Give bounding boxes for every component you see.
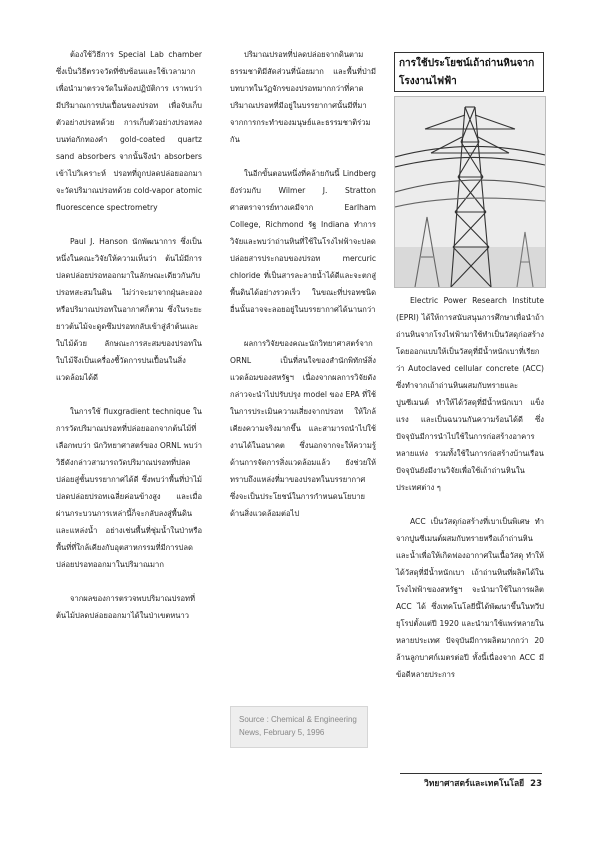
footer-divider [400,773,542,774]
text-column-middle [230,46,376,522]
transmission-tower-image [395,97,545,287]
power-line-photo [394,96,546,288]
paragraph: ACC เป็นวัสดุก่อสร้างที่เบาเป็นพิเศษ ทำจากปูนซีเมนต์ผสมกับทรายหรือเถ้าถ่านหิน และน้ำเพื่อให้เกิดฟองอากาศในเนื้อวัสดุ ทำให้ได้วัสดุที่มีน้ำหนักเบา เถ้าถ่านหินที่ผลิตได้ในโรงไฟฟ้าของสหรัฐฯ จะนำมาใช้ในการผลิต ACC ได้ ซึ่งเทคโนโลยีนี้ได้พัฒนาขึ้นในทวีปยุโรปตั้งแต่ปี 1920 และนำมาใช้แพร่หลายในหลายประเทศ ปัจจุบันมีการผลิตมากกว่า 20 ล้านลูกบาศก์เมตรต่อปี ทั้งนี้เนื่องจาก ACC มีข้อดีหลายประการ [396,517,544,679]
text-column-right [396,292,544,683]
page-footer [400,776,542,790]
text-column-left [56,46,202,624]
paragraph: Electric Power Research Institute (EPRI) ได้ให้การสนับสนุนการศึกษาเพื่อนำถ้าถ่านหินจากโรงไฟฟ้ามาใช้ทำเป็นวัสดุก่อสร้าง โดยออกแบบให้เป็นวัสดุที่มีน้ำหนักเบาที่เรียกว่า Autoclaved cellular concrete (ACC) ซึ่งทำจากเถ้าถ่านหินผสมกับทรายและปูนซีเมนต์ ทำให้ได้วัสดุที่มีน้ำหนักเบา แข็งแรง และเป็นฉนวนกันความร้อนได้ดี ซึ่งปัจจุบันมีการนำไปใช้ในการก่อสร้างอาคารหลายแห่ง รวมทั้งใช้ในการก่อสร้างบ้านเรือน ปัจจุบันยังมีงานวิจัยเพื่อใช้เถ้าถ่านหินในประเทศต่าง ๆ [396,296,544,492]
magazine-name: วิทยาศาสตร์และเทคโนโลยี [424,779,525,789]
paragraph: ปริมาณปรอทที่ปลดปล่อยจากดินตามธรรมชาติมีสัดส่วนที่น้อยมาก และพื้นที่ป่ามีบทบาทในวัฏจักรของปรอทมากกว่าที่คาด ปริมาณปรอทที่มีอยู่ในบรรยากาศนั้นมีที่มาจากการกระทำของมนุษย์และธรรมชาติร่วมกัน [230,50,376,144]
paragraph: ในการใช้ fluxgradient technique ในการวัดปริมาณปรอทที่ปล่อยออกจากต้นไม้ที่เลือกพบว่า นักวิทยาศาสตร์ของ ORNL พบว่าวิธีดังกล่าวสามารถวัดปริมาณปรอทที่ปลดปล่อยสู่ชั้นบรรยากาศได้ดี ซึ่งพบว่าพื้นที่ป่าไม้ปลดปล่อยปรอทเฉลี่ยค่อนข้างสูง และเมื่อผ่านกระบวนการเหล่านี้ก็จะกลับลงสู่พื้นดินและแหล่งน้ำ อย่างเช่นพื้นที่ชุ่มน้ำในป่าหรือพื้นที่ที่ใกล้เคียงกับอุตสาหกรรมที่มีการปลดปล่อยปรอทออกมาในปริมาณมาก [56,407,202,569]
paragraph: จากผลของการตรวจพบปริมาณปรอทที่ต้นไม้ปลดปล่อยออกมาได้ในป่าเขตหนาว [56,594,196,620]
sidebar-title-box: การใช้ประโยชน์เถ้าถ่านหินจากโรงงานไฟฟ้า [394,52,544,92]
paragraph: ในอีกขั้นตอนหนึ่งที่คล้ายกันนี้ Lindberg ยังร่วมกับ Wilmer J. Stratton ศาสตราจารย์ทางเคมีจาก Earlham College, Richmond รัฐ Indiana ทำการวิจัยและพบว่าถ่านหินที่ใช้ในโรงไฟฟ้าจะปลดปล่อยสารประกอบของปรอท mercuric chloride ที่เป็นสารละลายน้ำได้ดีและจะตกสู่พื้นดินได้อย่างรวดเร็ว ในขณะที่ปรอทชนิดอื่นนั้นอาจจะลอยอยู่ในบรรยากาศได้นานกว่า [230,169,376,314]
page-number: 23 [530,779,542,789]
paragraph: ผลการวิจัยของคณะนักวิทยาศาสตร์จาก ORNL เป็นที่สนใจของสำนักพิทักษ์สิ่งแวดล้อมของสหรัฐฯ เนื่องจากผลการวิจัยดังกล่าวจะนำไปปรับปรุง model ของ EPA ที่ใช้ในการประเมินความเสี่ยงจากปรอท ให้ใกล้เคียงความจริงมากขึ้น และสามารถนำไปใช้งานได้ในอนาคต ซึ่งนอกจากจะให้ความรู้ด้านการจัดการสิ่งแวดล้อมแล้ว ยังช่วยให้ทราบถึงแหล่งที่มาของปรอทในบรรยากาศ ซึ่งจะเป็นประโยชน์ในการกำหนดนโยบายด้านสิ่งแวดล้อมต่อไป [230,339,376,518]
paragraph: ต้องใช้วิธีการ Special Lab chamber ซึ่งเป็นวิธีตรวจวัดที่ซับซ้อนและใช้เวลามาก เพื่อนำมาตรวจวัดในห้องปฏิบัติการ เราพบว่ามีปริมาณการปนเปื้อนของปรอท เพื่อจับเก็บตัวอย่างปรอทด้วย การเก็บตัวอย่างปรอทลงบนท่อกักทองคำ gold-coated quartz sand absorbers จากนั้นจึงนำ absorbers เข้าไปวิเคราะห์ ปรอทที่ถูกปลดปล่อยออกมาจะวัดปริมาณปรอทด้วย cold-vapor atomic fluorescence spectrometry [56,50,202,212]
paragraph: Paul J. Hanson นักพัฒนาการ ซึ่งเป็นหนึ่งในคณะวิจัยให้ความเห็นว่า ต้นไม้มีการปลดปล่อยปรอทออกมาในลักษณะเดียวกันกับปรอทสะสมในดิน ไม่ว่าจะมาจากฝุ่นละอองหรือปริมาณปรอทในอากาศก็ตาม ซึ่งในระยะยาวต้นไม้จะดูดซึมปรอทกลับเข้าสู่ลำต้นและใบไม้ด้วย ลักษณะการสะสมของปรอทในใบไม้จึงเป็นเครื่องชี้วัดการปนเปื้อนในสิ่งแวดล้อมได้ดี [56,237,202,382]
source-box: Source : Chemical & Engineering News, February 5, 1996 [230,706,368,748]
